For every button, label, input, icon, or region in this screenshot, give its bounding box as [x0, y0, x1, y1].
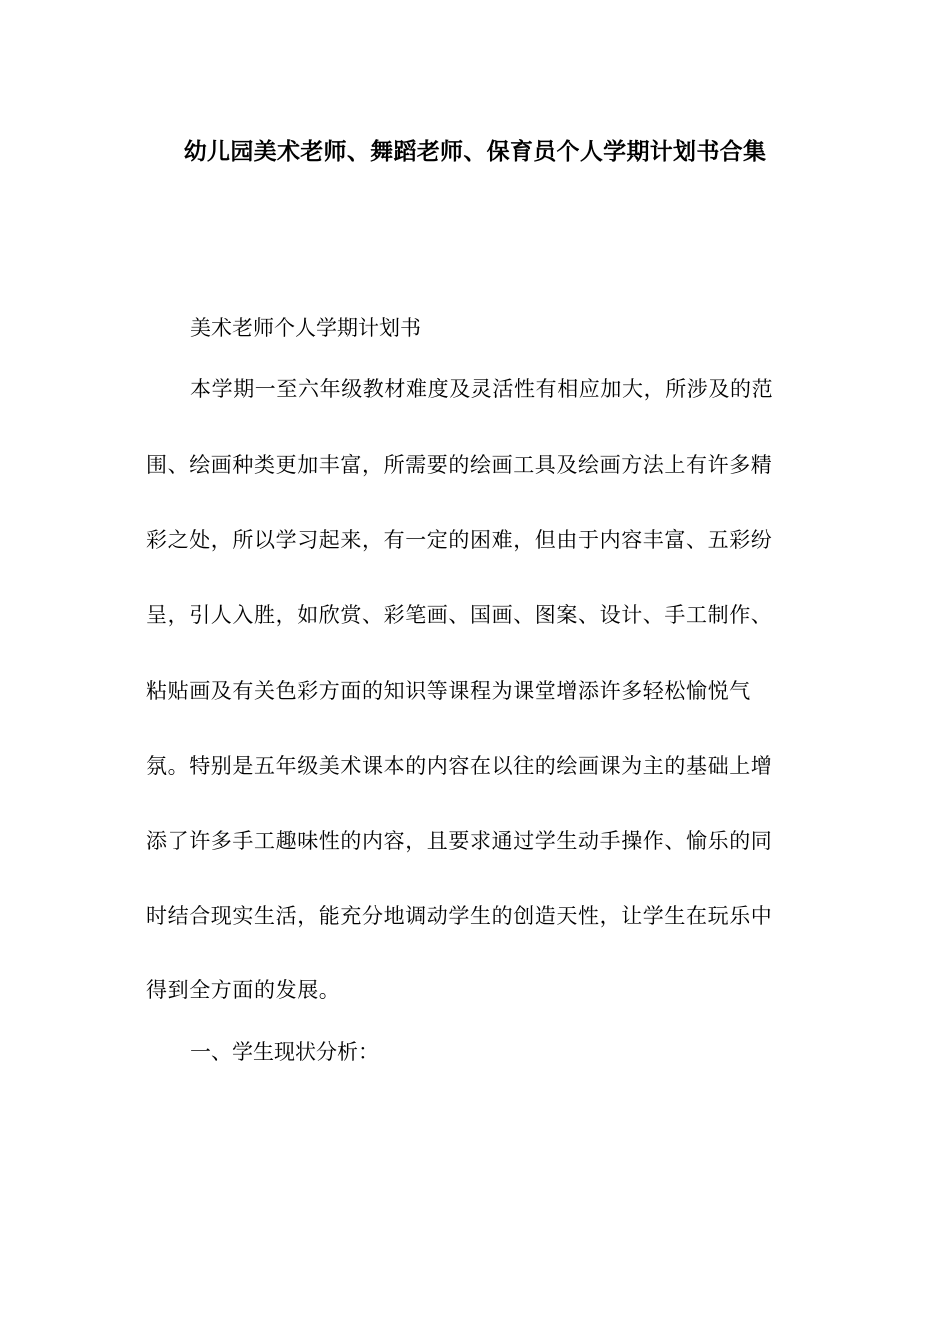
paragraph-line: 得到全方面的发展。 — [146, 978, 341, 1002]
paragraph-line: 呈，引人入胜，如欣赏、彩笔画、国画、图案、设计、手工制作、 — [146, 603, 773, 627]
section-heading: 美术老师个人学期计划书 — [190, 316, 421, 340]
paragraph-line: 彩之处，所以学习起来，有一定的困难，但由于内容丰富、五彩纷 — [146, 528, 773, 552]
paragraph-line: 时结合现实生活，能充分地调动学生的创造天性，让学生在玩乐中 — [146, 904, 773, 928]
document-title: 幼儿园美术老师、舞蹈老师、保育员个人学期计划书合集 — [183, 138, 767, 165]
subsection-heading: 一、学生现状分析： — [190, 1040, 379, 1064]
paragraph-line: 氛。特别是五年级美术课本的内容在以往的绘画课为主的基础上增 — [146, 754, 773, 778]
paragraph-line: 围、绘画种类更加丰富，所需要的绘画工具及绘画方法上有许多精 — [146, 453, 773, 477]
paragraph-line: 添了许多手工趣味性的内容，且要求通过学生动手操作、愉乐的同 — [146, 829, 773, 853]
paragraph-line: 本学期一至六年级教材难度及灵活性有相应加大，所涉及的范 — [190, 377, 774, 401]
paragraph-line: 粘贴画及有关色彩方面的知识等课程为课堂增添许多轻松愉悦气 — [146, 679, 751, 703]
